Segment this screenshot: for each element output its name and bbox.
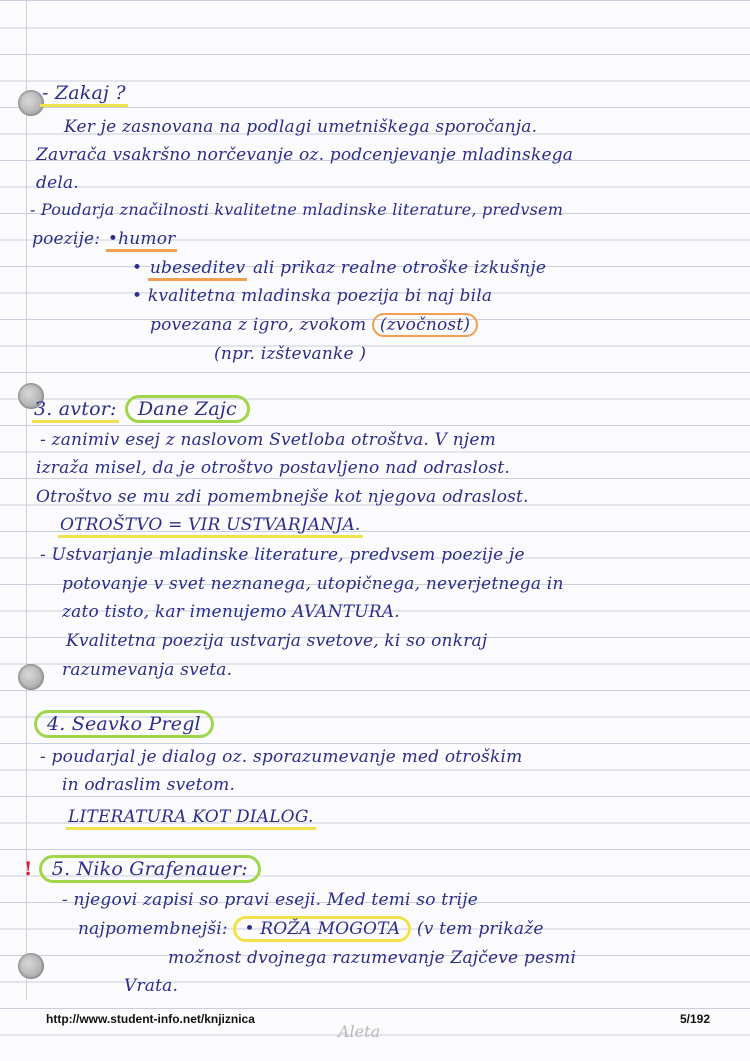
- footer-logo: Aleta: [338, 1022, 381, 1041]
- note-line-9: [150, 314, 478, 336]
- note-line-1: [40, 82, 128, 104]
- note-line-7-text: ali prikaz realne otroške izkušnje: [252, 258, 547, 278]
- note-line-29: Vrata.: [124, 976, 179, 996]
- footer-page-number: 5/192: [679, 1012, 710, 1026]
- note-line-27-label: najpomembnejši:: [78, 919, 228, 939]
- roza-mogota-oval: • ROŽA MOGOTA: [233, 916, 411, 942]
- note-line-6: [32, 228, 177, 250]
- note-line-26: - njegovi zapisi so pravi eseji. Med temi so trije: [62, 890, 478, 910]
- author-pregl-oval: 4. Seavko Pregl: [34, 710, 214, 738]
- note-line-17: potovanje v svet neznanega, utopičnega, neverjetnega in: [62, 574, 564, 594]
- note-line-15: [58, 514, 363, 536]
- zvocnost-oval: (zvočnost): [372, 313, 478, 337]
- note-line-10: (npr. izštevanke ): [214, 344, 367, 364]
- note-line-5: - Poudarja značilnosti kvalitetne mladinske literature, predvsem: [30, 200, 564, 219]
- note-line-13: izraža misel, da je otroštvo postavljeno nad odraslost.: [36, 458, 510, 478]
- bullet: •: [132, 258, 143, 278]
- punch-hole-3: [18, 664, 44, 690]
- literatura-dialog-highlight: LITERATURA KOT DIALOG.: [66, 807, 316, 830]
- note-line-21: [34, 713, 214, 735]
- author-grafenauer-oval: 5. Niko Grafenauer:: [39, 855, 261, 883]
- note-line-20: razumevanja sveta.: [62, 660, 233, 680]
- note-line-9-text: povezana z igro, zvokom: [150, 315, 367, 335]
- note-line-27-text: (v tem prikaže: [416, 919, 544, 939]
- margin-line: [26, 0, 27, 1000]
- note-line-23: in odraslim svetom.: [62, 775, 236, 795]
- note-line-18: zato tisto, kar imenujemo AVANTURA.: [62, 602, 400, 622]
- otrostvo-highlight: OTROŠTVO = VIR USTVARJANJA.: [58, 515, 363, 538]
- note-line-27: [78, 918, 544, 940]
- humor-highlight: •humor: [106, 229, 178, 252]
- ubeseditev-highlight: ubeseditev: [148, 258, 248, 281]
- note-line-25: [24, 858, 261, 880]
- note-line-16: - Ustvarjanje mladinske literature, predvsem poezije je: [40, 545, 525, 565]
- note-line-14: Otroštvo se mu zdi pomembnejše kot njegova odraslost.: [36, 487, 529, 507]
- note-line-8: • kvalitetna mladinska poezija bi naj bila: [132, 286, 493, 306]
- note-line-2: Ker je zasnovana na podlagi umetniškega sporočanja.: [64, 117, 538, 137]
- note-line-28: možnost dvojnega razumevanje Zajčeve pesmi: [168, 948, 577, 968]
- heading-zakaj: - Zakaj ?: [40, 82, 128, 107]
- footer-url: http://www.student-info.net/knjiznica: [46, 1012, 255, 1026]
- note-line-19: Kvalitetna poezija ustvarja svetove, ki so onkraj: [66, 631, 488, 651]
- exclamation-mark: !: [24, 858, 33, 880]
- note-line-4: dela.: [36, 173, 79, 193]
- note-line-22: - poudarjal je dialog oz. sporazumevanje med otroškim: [40, 747, 523, 767]
- note-line-24: [66, 806, 316, 828]
- punch-hole-4: [18, 953, 44, 979]
- note-line-6-label: poezije:: [32, 229, 101, 249]
- note-line-11: [32, 398, 250, 420]
- author-dane-zajc-oval: Dane Zajc: [125, 395, 250, 423]
- note-line-7: [132, 257, 546, 279]
- note-line-3: Zavrača vsakršno norčevanje oz. podcenjevanje mladinskega: [36, 145, 574, 165]
- note-line-12: - zanimiv esej z naslovom Svetloba otroštva. V njem: [40, 430, 496, 450]
- section-3-label: 3. avtor:: [32, 398, 119, 423]
